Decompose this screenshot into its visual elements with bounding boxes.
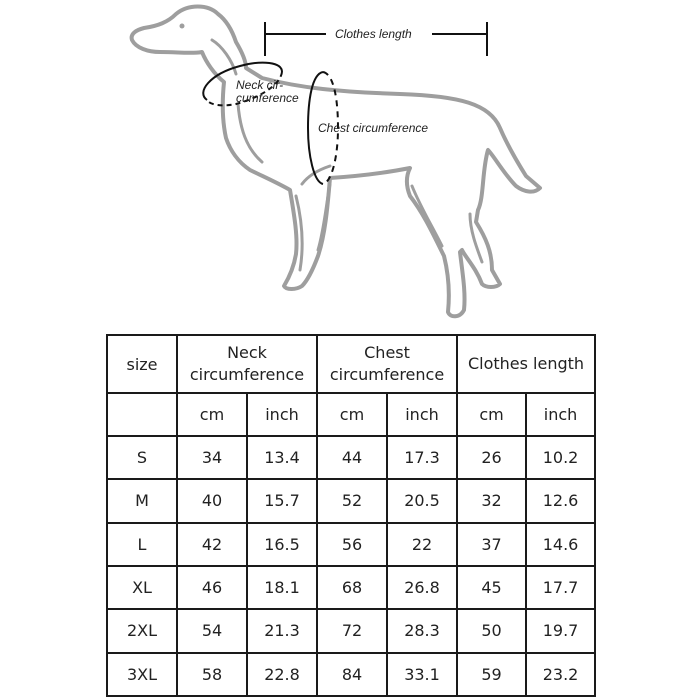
cell-size: XL: [107, 566, 177, 609]
cell-chest-inch: 33.1: [387, 653, 457, 696]
unit-chest-cm: cm: [317, 393, 387, 435]
cell-length-inch: 23.2: [526, 653, 595, 696]
cell-chest-inch: 22: [387, 523, 457, 566]
header-clothes-length: Clothes length: [457, 335, 595, 393]
table-row: [107, 566, 595, 609]
cell-length-inch: 14.6: [526, 523, 595, 566]
header-chest-circumference: Chest circumference: [317, 335, 457, 393]
cell-chest-inch: 26.8: [387, 566, 457, 609]
cell-neck-inch: 22.8: [247, 653, 317, 696]
cell-chest-inch: 28.3: [387, 609, 457, 652]
chest-label: Chest circumference: [318, 121, 429, 135]
size-chart-table: [106, 334, 596, 697]
cell-chest-inch: 17.3: [387, 436, 457, 479]
dog-eye: [180, 24, 185, 29]
unit-length-inch: inch: [526, 393, 595, 435]
cell-chest-cm: 68: [317, 566, 387, 609]
neck-label-line1: Neck cir-: [236, 78, 284, 92]
cell-chest-inch: 20.5: [387, 479, 457, 522]
cell-chest-cm: 84: [317, 653, 387, 696]
clothes-length-label: Clothes length: [335, 27, 412, 41]
cell-neck-cm: 58: [177, 653, 247, 696]
cell-size: 2XL: [107, 609, 177, 652]
neck-label-line2: cumference: [236, 91, 299, 105]
cell-size: L: [107, 523, 177, 566]
unit-neck-cm: cm: [177, 393, 247, 435]
table-row: [107, 479, 595, 522]
table-header-row: [107, 335, 595, 393]
table-unit-row: [107, 393, 595, 435]
cell-length-cm: 26: [457, 436, 526, 479]
cell-length-inch: 17.7: [526, 566, 595, 609]
cell-length-cm: 59: [457, 653, 526, 696]
cell-size: S: [107, 436, 177, 479]
cell-chest-cm: 56: [317, 523, 387, 566]
dog-measurement-diagram: [0, 0, 700, 330]
header-size: size: [107, 335, 177, 393]
cell-neck-cm: 46: [177, 566, 247, 609]
unit-length-cm: cm: [457, 393, 526, 435]
cell-neck-inch: 16.5: [247, 523, 317, 566]
cell-neck-cm: 34: [177, 436, 247, 479]
table-row: [107, 523, 595, 566]
header-neck-circumference: Neck circumference: [177, 335, 317, 393]
cell-chest-cm: 44: [317, 436, 387, 479]
cell-length-cm: 37: [457, 523, 526, 566]
cell-length-cm: 50: [457, 609, 526, 652]
cell-length-cm: 32: [457, 479, 526, 522]
dog-outline-inner: [212, 40, 482, 270]
cell-neck-inch: 18.1: [247, 566, 317, 609]
cell-length-inch: 10.2: [526, 436, 595, 479]
table-row: [107, 609, 595, 652]
table-row: [107, 653, 595, 696]
cell-neck-cm: 40: [177, 479, 247, 522]
cell-size: 3XL: [107, 653, 177, 696]
cell-neck-cm: 42: [177, 523, 247, 566]
unit-neck-inch: inch: [247, 393, 317, 435]
unit-blank: [107, 393, 177, 435]
cell-length-inch: 19.7: [526, 609, 595, 652]
cell-neck-inch: 13.4: [247, 436, 317, 479]
cell-neck-inch: 15.7: [247, 479, 317, 522]
cell-neck-cm: 54: [177, 609, 247, 652]
cell-neck-inch: 21.3: [247, 609, 317, 652]
cell-chest-cm: 72: [317, 609, 387, 652]
cell-length-inch: 12.6: [526, 479, 595, 522]
cell-size: M: [107, 479, 177, 522]
table-row: [107, 436, 595, 479]
cell-chest-cm: 52: [317, 479, 387, 522]
unit-chest-inch: inch: [387, 393, 457, 435]
cell-length-cm: 45: [457, 566, 526, 609]
